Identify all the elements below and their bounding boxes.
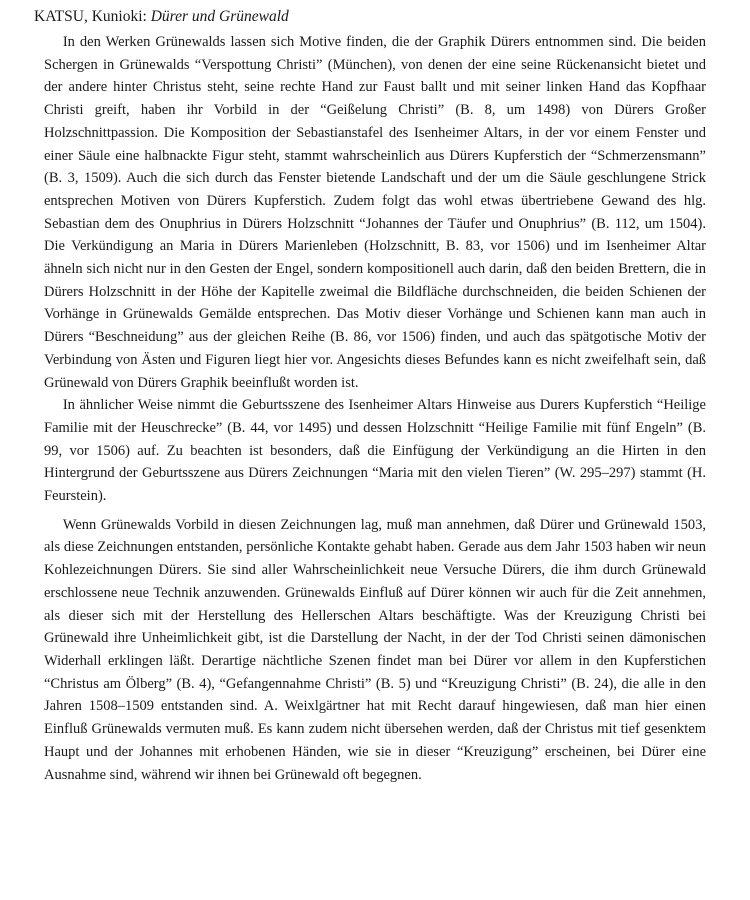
paragraph: In ähnlicher Weise nimmt die Geburtsszene des Isenheimer Altars Hinweise aus Durers Kupferstich “Heilige Familie mit der Heuschrecke” (B. 44, vor 1495) und dessen Holzschnitt “Heilige Familie mit fünf Engeln” (B. 99, vor 1506) auf. Zu beachten ist besonders, daß die Einfügung der Verkündigung an die Hirten in den Hintergrund der Geburtsszene aus Dürers Zeichnungen “Maria mit den vielen Tieren” (W. 295–297) stammt (H. Feurstein).: [44, 397, 706, 505]
running-header: [34, 6, 706, 28]
paragraph: In den Werken Grünewalds lassen sich Motive finden, die der Graphik Dürers entnommen sind. Die beiden Schergen in Grünewalds “Verspottung Christi” (München), von denen der eine seine Rückenansicht bietet und der andere hinter Christus steht, seine rechte Hand zur Faust ballt und mit seiner linken Hand das Kopfhaar Christi greift, haben ihr Vorbild in der “Geißelung Christi” (B. 8, um 1498) von Dürers Großer Holzschnittpassion. Die Komposition der Sebastianstafel des Isenheimer Altars, in der vor einem Fenster und einer Säule eine halbnackte Figur steht, stammt wahrscheinlich aus Dürers Kupferstich der “Schmerzensmann” (B. 3, 1509). Auch die sich durch das Fenster bietende Landschaft und der um die Säule geschlungene Strick entsprechen Motiven von Dürers Kupferstich. Zudem folgt das wohl etwas übertriebene Gewand des hlg. Sebastian dem des Onuphrius in Dürers Holzschnitt “Johannes der Täufer und Onuphrius” (B. 112, um 1504). Die Verkündigung an Maria in Dürers Marienleben (Holzschnitt, B. 83, vor 1506) und im Isenheimer Altar ähneln sich nicht nur in den Gesten der Engel, sondern kompositionell auch darin, daß den beiden Brettern, die in Dürers Holzschnitt in der Höhe der Kapitelle zweimal die Bildfläche durchschneiden, die beiden Schienen der Vorhänge in Grünewalds Gemälde entsprechen. Das Motiv dieser Vorhänge und Schienen kann man auch in Dürers “Beschneidung” aus der gleichen Reihe (B. 86, vor 1506) finden, und auch das spätgotische Motiv der Verbindung von Ästen und Figuren liegt hier vor. Angesichts dieses Befundes kann es nicht zweifelhaft sein, daß Grünewald von Dürers Graphik beeinflußt worden ist.: [44, 34, 706, 391]
header-title: Dürer und Grünewald: [150, 8, 289, 25]
header-separator: :: [142, 8, 151, 25]
header-author: KATSU, Kunioki: [34, 8, 143, 25]
paragraph: Wenn Grünewalds Vorbild in diesen Zeichnungen lag, muß man annehmen, daß Dürer und Grünewald 1503, als diese Zeichnungen entstanden, persönliche Kontakte gehabt haben. Gerade aus dem Jahr 1503 haben wir neun Kohlezeichnungen Dürers. Sie sind aller Wahrscheinlichkeit neue Versuche Dürers, die ihm durch Grünewald erschlossene neue Technik anzuwenden. Grünewalds Einfluß auf Dürer können wir auch für die Zeit annehmen, als dieser sich mit der Herstellung des Hellerschen Altars beschäftigte. Was der Kreuzigung Christi bei Grünewald ihre Unheimlichkeit gibt, ist die Darstellung der Nacht, in der der Tod Christi seinen dämonischen Widerhall erklingen läßt. Derartige nächtliche Szenen findet man bei Dürer vor allem in den Kupferstichen “Christus am Ölberg” (B. 4), “Gefangennahme Christi” (B. 5) und “Kreuzigung Christi” (B. 24), die alle in den Jahren 1508–1509 entstanden sind. A. Weixlgärtner hat mit Recht darauf hingewiesen, daß man hier einen Einfluß Grünewalds vermuten muß. Es kann zudem nicht übersehen werden, daß der Christus mit tief gesenktem Haupt und der Johannes mit erhobenen Händen, wie sie in dieser “Kreuzigung” erscheinen, bei Dürer eine Ausnahme sind, während wir ihnen bei Grünewald oft begegnen.: [44, 516, 706, 783]
